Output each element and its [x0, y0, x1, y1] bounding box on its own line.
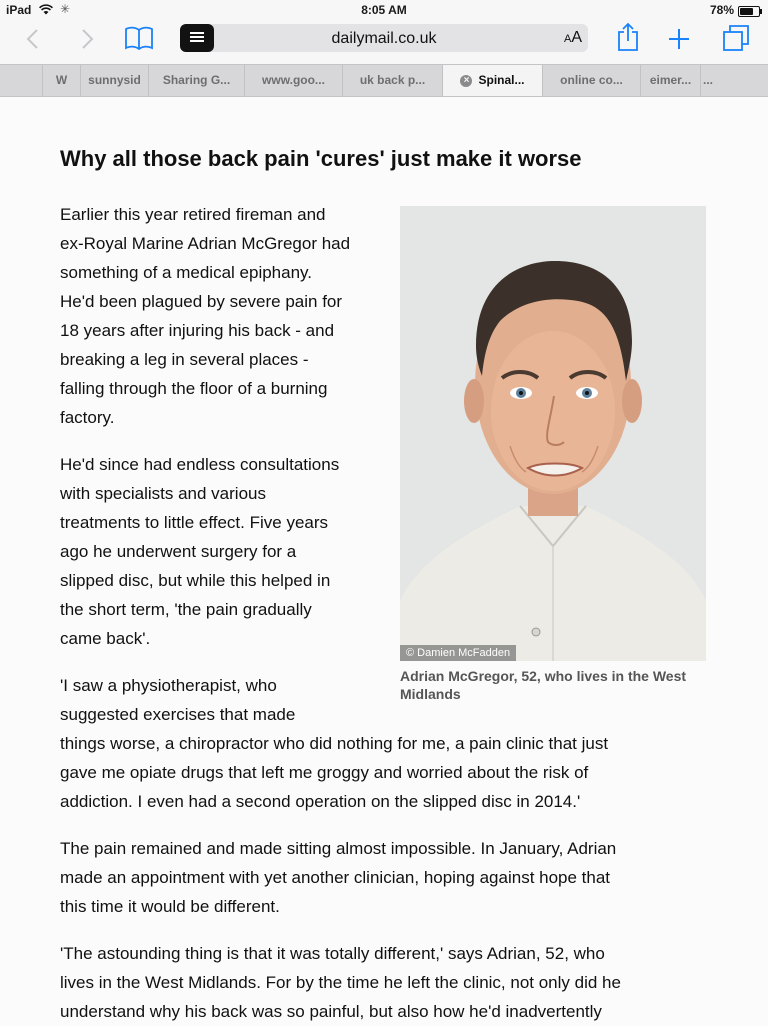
tab-7[interactable] [542, 65, 640, 96]
tab-3[interactable] [148, 65, 244, 96]
status-bar [0, 0, 768, 20]
reader-icon[interactable] [180, 24, 214, 52]
device-name: iPad [6, 3, 32, 17]
tab-5[interactable] [342, 65, 442, 96]
tab-label: ... [703, 73, 714, 87]
clock: 8:05 AM [361, 3, 407, 17]
tab-strip [0, 64, 768, 97]
tab-active-spinal[interactable] [442, 65, 542, 96]
tab-label: Spinal... [478, 73, 525, 87]
tab-4[interactable] [244, 65, 342, 96]
tabs-icon[interactable] [722, 24, 750, 52]
tab-8[interactable] [640, 65, 700, 96]
forward-icon[interactable] [80, 28, 94, 50]
portrait-illustration [400, 206, 706, 661]
tab-overflow[interactable] [700, 65, 730, 96]
paragraph-5: 'The astounding thing is that it was totally different,' says Adrian, 52, who lives in the West Midlands. For by the time he left the clinic, not only did he understand why his back was so painful, but also how he'd inadvertently [60, 944, 621, 1021]
paragraph-3: 'I saw a physiotherapist, who suggested exercises that made things worse, a chiropractor who did nothing for me, a pain clinic that just gave me opiate drugs that left me groggy and worried about the risk of addiction. I even had a second operation on the slipped disc in 2014.' [60, 676, 609, 811]
battery-level [740, 8, 753, 15]
bookmarks-icon[interactable] [124, 26, 154, 50]
tab-label: online co... [560, 73, 623, 87]
photo-caption: Adrian McGregor, 52, who lives in the West Midlands [400, 668, 687, 702]
browser-toolbar [0, 20, 768, 64]
tab-label: eimer... [649, 73, 692, 87]
share-icon[interactable] [616, 22, 640, 52]
paragraph-1: Earlier this year retired fireman and ex-Royal Marine Adrian McGregor had something of a medical epiphany. He'd been plagued by severe pain for 18 years after injuring his back - and breaking a leg in several places - falling through the floor of a burning factory. [60, 205, 351, 427]
new-tab-icon[interactable] [668, 28, 690, 50]
tab-label: W [55, 73, 68, 87]
tab-label: uk back p... [359, 73, 426, 87]
battery-percent: 78% [709, 3, 734, 17]
url-text: dailymail.co.uk [331, 30, 437, 47]
tab-label: sunnysid [88, 73, 141, 87]
paragraph-2: He'd since had endless consultations with specialists and various treatments to little effect. Five years ago he underwent surgery for a slipped disc, but while this helped in the short term, 'the pain gradually came back'. [60, 455, 340, 648]
article-title: Why all those back pain 'cures' just make it worse [60, 146, 582, 171]
tab-label: Sharing G... [162, 73, 231, 87]
text-size-button[interactable]: AA [563, 29, 582, 46]
reader-article [0, 97, 768, 1024]
battery-icon [738, 6, 760, 17]
activity-icon: ✳ [60, 2, 71, 16]
article-photo [400, 206, 706, 661]
tab-label: www.goo... [262, 73, 325, 87]
paragraph-4: The pain remained and made sitting almost impossible. In January, Adrian made an appointment with yet another clinician, hoping against hope that this time it would be different. [60, 839, 617, 916]
tab-1[interactable] [42, 65, 80, 96]
tab-2[interactable] [80, 65, 148, 96]
back-icon[interactable] [26, 28, 40, 50]
address-bar[interactable] [180, 24, 588, 52]
photo-credit: © Damien McFadden [400, 645, 516, 661]
close-tab-icon[interactable]: × [460, 75, 472, 87]
